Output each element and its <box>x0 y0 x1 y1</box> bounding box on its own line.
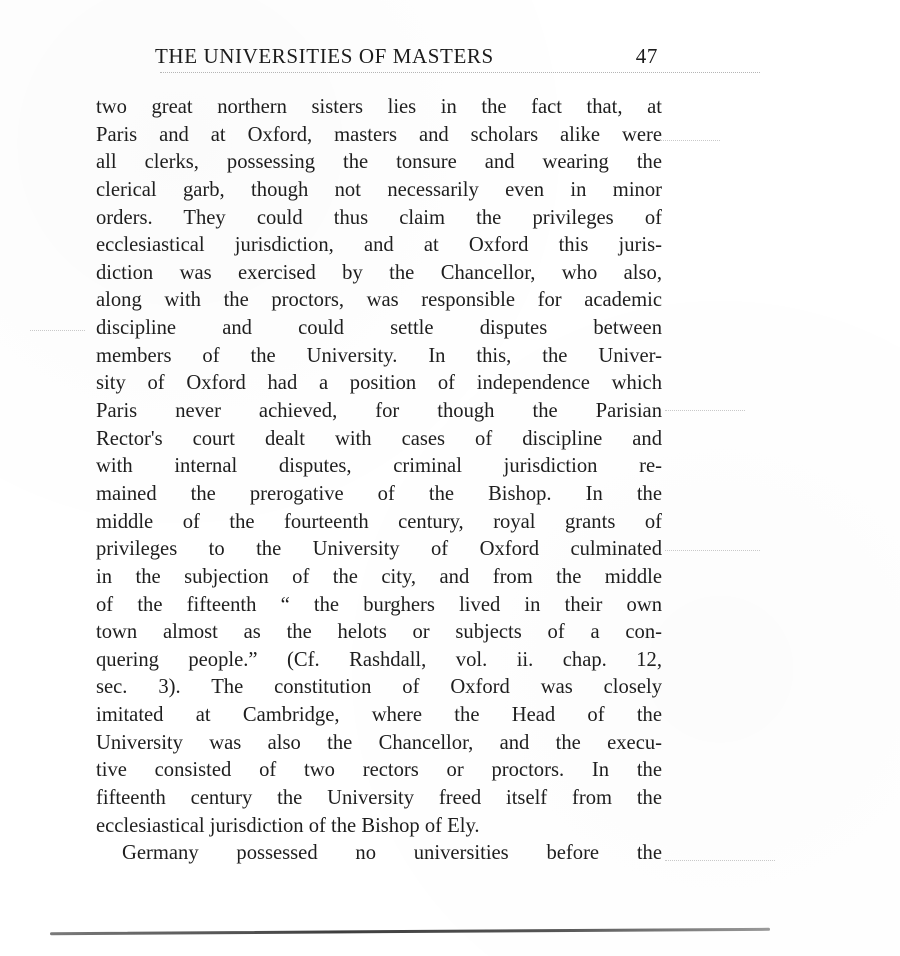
scan-noise <box>660 140 720 141</box>
text-line: with internal disputes, criminal jurisdiction re- <box>96 455 662 478</box>
scan-noise <box>665 410 745 411</box>
text-line: discipline and could settle disputes between <box>96 317 662 340</box>
running-head <box>155 44 660 72</box>
text-line: clerical garb, though not necessarily even in minor <box>96 178 662 201</box>
text-line: along with the proctors, was responsible for academic <box>96 289 662 312</box>
text-line: diction was exercised by the Chancellor, who also, <box>96 261 662 284</box>
text-line: town almost as the helots or subjects of a con- <box>96 621 662 644</box>
text-line: sec. 3). The constitution of Oxford was closely <box>96 676 662 699</box>
bottom-page-edge-rule <box>50 928 770 935</box>
text-line: ecclesiastical jurisdiction of the Bishop of Ely. <box>96 814 480 837</box>
text-line: privileges to the University of Oxford culminated <box>96 538 662 561</box>
text-line: mained the prerogative of the Bishop. In the <box>96 482 662 505</box>
text-line: members of the University. In this, the Univer- <box>96 344 662 367</box>
running-title: THE UNIVERSITIES OF MASTERS <box>155 44 494 68</box>
text-line: fifteenth century the University freed itself from the <box>96 787 662 810</box>
scan-noise <box>30 330 85 331</box>
text-line: orders. They could thus claim the privileges of <box>96 206 662 229</box>
page-number: 47 <box>635 44 658 68</box>
text-line: tive consisted of two rectors or proctors. In the <box>96 759 662 782</box>
text-line: in the subjection of the city, and from the middle <box>96 565 662 588</box>
text-line: imitated at Cambridge, where the Head of the <box>96 704 662 727</box>
body-paragraph <box>96 94 662 868</box>
text-line: quering people.” (Cf. Rashdall, vol. ii. chap. 12, <box>96 648 662 671</box>
scan-noise <box>665 860 775 861</box>
header-dotted-rule <box>160 72 760 73</box>
scan-noise <box>665 550 760 551</box>
text-line: middle of the fourteenth century, royal grants of <box>96 510 662 533</box>
paragraph-first-line: Germany possessed no universities before the <box>122 842 662 865</box>
text-line: Rector's court dealt with cases of discipline and <box>96 427 662 450</box>
text-line: all clerks, possessing the tonsure and wearing the <box>96 151 662 174</box>
text-line: of the fifteenth “ the burghers lived in their own <box>96 593 662 616</box>
text-line: sity of Oxford had a position of independence which <box>96 372 662 395</box>
text-line: University was also the Chancellor, and the execu- <box>96 731 662 754</box>
text-line: ecclesiastical jurisdiction, and at Oxford this juris- <box>96 234 662 257</box>
text-line: two great northern sisters lies in the fact that, at <box>96 96 662 118</box>
text-line: Paris and at Oxford, masters and scholars alike were <box>96 123 662 146</box>
text-line: Paris never achieved, for though the Parisian <box>96 400 662 423</box>
